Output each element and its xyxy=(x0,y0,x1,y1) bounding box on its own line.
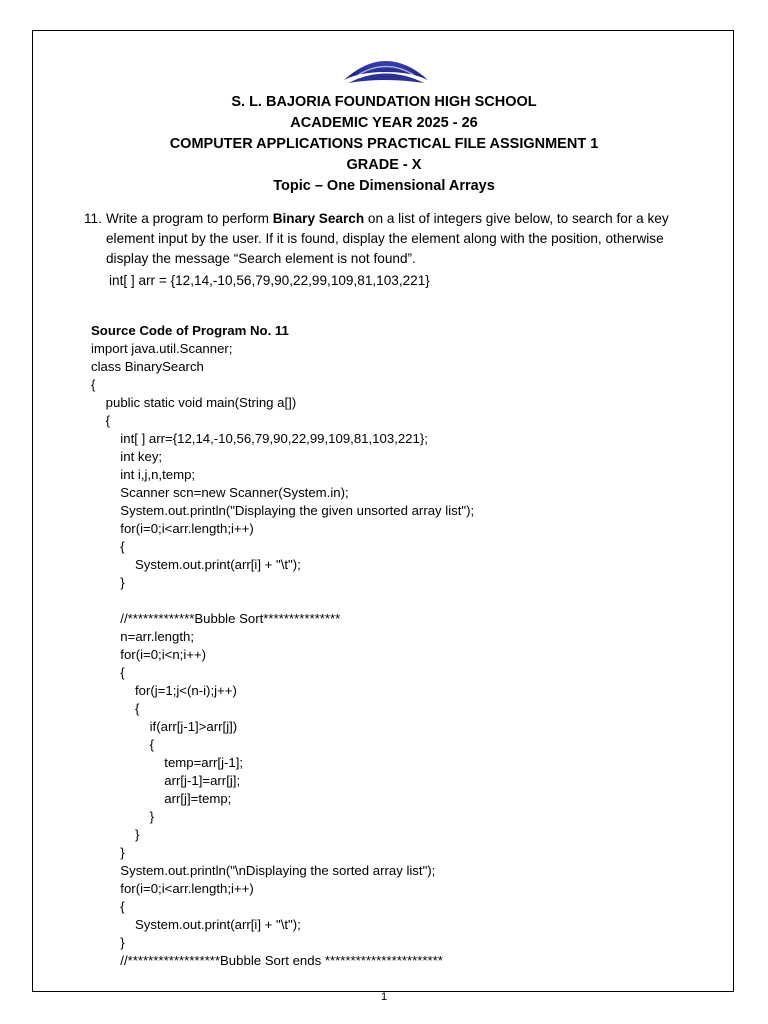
code-line: } xyxy=(91,845,125,860)
code-line: } xyxy=(91,575,125,590)
grade-label: GRADE - X xyxy=(346,157,422,173)
code-line: { xyxy=(91,701,140,716)
topic-label: Topic – One Dimensional Arrays xyxy=(273,178,495,194)
question-text-start: Write a program to perform xyxy=(106,211,273,226)
code-line: public static void main(String a[]) xyxy=(91,395,297,410)
academic-year: ACADEMIC YEAR 2025 - 26 xyxy=(290,115,478,131)
code-line: for(i=0;i<arr.length;i++) xyxy=(91,881,254,896)
code-line: for(i=0;i<arr.length;i++) xyxy=(91,521,254,536)
code-line: System.out.print(arr[i] + "\t"); xyxy=(91,557,301,572)
code-line: { xyxy=(91,899,125,914)
code-line: //*************Bubble Sort*************** xyxy=(91,611,341,626)
code-line: { xyxy=(91,377,96,392)
code-line: //******************Bubble Sort ends *********************** xyxy=(91,953,443,968)
code-line: { xyxy=(91,539,125,554)
code-line: System.out.print(arr[i] + "\t"); xyxy=(91,917,301,932)
school-logo-icon xyxy=(342,50,430,88)
code-line: n=arr.length; xyxy=(91,629,194,644)
question-text-bold: Binary Search xyxy=(272,211,365,226)
code-line: System.out.println("\nDisplaying the sorted array list"); xyxy=(91,863,436,878)
page-number: 1 xyxy=(380,991,388,1003)
question-text xyxy=(106,209,696,269)
code-line: for(i=0;i<n;i++) xyxy=(91,647,207,662)
code-line: arr[j]=temp; xyxy=(91,791,232,806)
code-line: Scanner scn=new Scanner(System.in); xyxy=(91,485,349,500)
question-text-end: on a list of integers give below, to search for a key element input by the user. If it is found, display the element along with the position, otherwise display the message “Search element is not found”. xyxy=(106,211,669,266)
code-line: System.out.println("Displaying the given unsorted array list"); xyxy=(91,503,475,518)
assignment-title: COMPUTER APPLICATIONS PRACTICAL FILE ASSIGNMENT 1 xyxy=(169,136,599,152)
code-line: { xyxy=(91,737,155,752)
code-line: temp=arr[j-1]; xyxy=(91,755,244,770)
question-number: 11. xyxy=(84,211,102,226)
code-line: arr[j-1]=arr[j]; xyxy=(91,773,241,788)
code-line: } xyxy=(91,827,140,842)
code-line: class BinarySearch xyxy=(91,359,204,374)
code-line: if(arr[j-1]>arr[j]) xyxy=(91,719,238,734)
code-line: import java.util.Scanner; xyxy=(91,341,233,356)
code-line: int key; xyxy=(91,449,163,464)
code-line: int[ ] arr={12,14,-10,56,79,90,22,99,109,81,103,221}; xyxy=(91,431,428,446)
code-line: } xyxy=(91,809,155,824)
code-line: } xyxy=(91,935,125,950)
question-array-line: int[ ] arr = {12,14,-10,56,79,90,22,99,109,81,103,221} xyxy=(109,273,430,288)
code-line: { xyxy=(91,665,125,680)
school-name: S. L. BAJORIA FOUNDATION HIGH SCHOOL xyxy=(231,94,537,110)
code-line: { xyxy=(91,413,111,428)
source-code-title: Source Code of Program No. 11 xyxy=(91,323,289,338)
code-line: int i,j,n,temp; xyxy=(91,467,196,482)
code-line: for(j=1;j<(n-i);j++) xyxy=(91,683,237,698)
